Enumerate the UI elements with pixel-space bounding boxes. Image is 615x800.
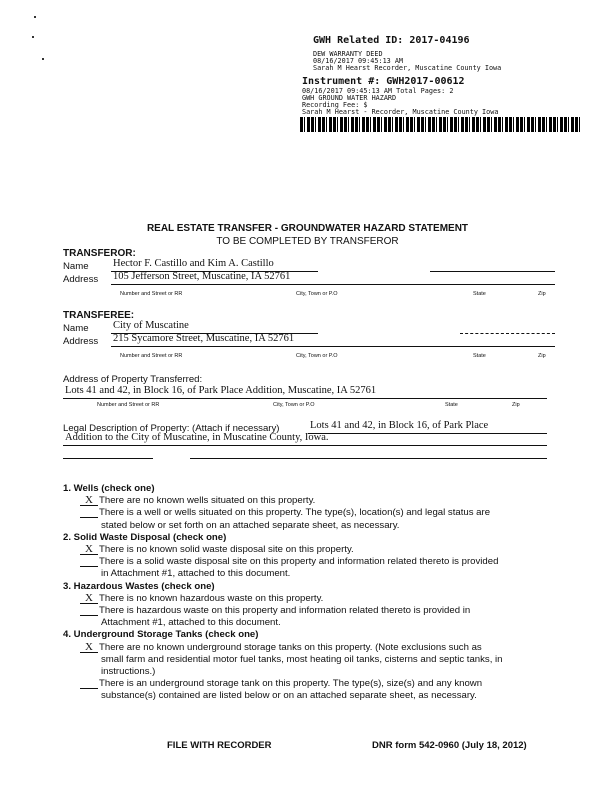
checkbox-blank[interactable]: X [80,642,98,653]
stamp-line: Sarah M Hearst Recorder, Muscatine County Iowa [313,64,502,72]
caption-zip: Zip [538,291,546,297]
related-id: GWH Related ID: 2017-04196 [313,35,470,46]
footer-form-number: DNR form 542-0960 (July 18, 2012) [372,740,527,751]
page-subtitle: TO BE COMPLETED BY TRANSFEROR [216,236,399,247]
option-text: There is no known solid waste disposal site on this property. [99,544,354,555]
caption-street: Number and Street or RR [97,402,160,408]
page-title: REAL ESTATE TRANSFER - GROUNDWATER HAZARD STATEMENT [146,223,469,234]
stamp-line: DEW WARRANTY DEED [313,50,383,58]
stamp-line: GWH GROUND WATER HAZARD [302,94,397,102]
caption-street: Number and Street or RR [120,291,183,297]
checkbox-blank[interactable] [80,605,98,616]
caption-state: State [473,353,486,359]
section-heading: 3. Hazardous Wastes (check one) [63,580,215,592]
caption-state: State [473,291,486,297]
checkbox-blank[interactable] [80,678,98,689]
stamp-line: 08/16/2017 09:45:13 AM Total Pages: 2 [302,87,454,95]
option-text: substance(s) contained are listed below or on an attached separate sheet, as necessary. [101,690,477,702]
footer-file-with-recorder: FILE WITH RECORDER [167,740,272,751]
name-label: Name [63,323,89,334]
caption-city: City, Town or P.O [296,353,338,359]
caption-zip: Zip [538,353,546,359]
caption-city: City, Town or P.O [273,402,315,408]
caption-city: City, Town or P.O [296,291,338,297]
caption-zip: Zip [512,402,520,408]
option-text: Attachment #1, attached to this document. [101,617,281,629]
barcode [300,117,582,132]
property-address: Lots 41 and 42, in Block 16, of Park Place Addition, Muscatine, IA 52761 [65,385,377,396]
section-heading: 1. Wells (check one) [63,483,155,494]
option-text: small farm and residential motor fuel tanks, most heating oil tanks, cisterns and septic tanks, in [101,653,503,665]
caption-state: State [445,402,458,408]
section-heading: 2. Solid Waste Disposal (check one) [63,531,227,543]
address-label: Address [63,336,99,347]
legal-description-1: Lots 41 and 42, in Block 16, of Park Place [310,420,489,431]
option-text: stated below or set forth on an attached separate sheet, as necessary. [101,519,400,531]
option-text: There are no known wells situated on this property. [99,495,316,507]
checkbox-blank[interactable]: X [80,495,98,506]
option-text: instructions.) [101,666,156,677]
option-text: There is hazardous waste on this property and information related thereto is provided in [99,605,471,616]
transferor-heading: TRANSFEROR: [63,248,136,259]
stamp-line: Recording Fee: $ [302,101,368,109]
checkbox-blank[interactable] [80,556,98,567]
instrument-number: Instrument #: GWH2017-00612 [302,76,465,87]
transferee-name: City of Muscatine [113,320,189,331]
option-text: There is a well or wells situated on this property. The type(s), location(s) and legal status are [99,507,491,519]
legal-description-2: Addition to the City of Muscatine, in Muscatine County, Iowa. [65,432,329,443]
option-text: There are no known underground storage tanks on this property. (Note exclusions such as [99,641,482,653]
legal-description-label: Legal Description of Property: (Attach if necessary) [63,423,280,434]
transferee-heading: TRANSFEREE: [63,310,135,321]
section-heading: 4. Underground Storage Tanks (check one) [63,629,259,641]
transferee-address: 215 Sycamore Street, Muscatine, IA 52761 [113,333,295,344]
option-text: There is an underground storage tank on this property. The type(s), size(s) and any known [99,678,483,690]
caption-street: Number and Street or RR [120,353,183,359]
option-text: There is no known hazardous waste on this property. [99,592,324,604]
name-label: Name [63,261,89,272]
stamp-line: Sarah M Hearst - Recorder, Muscatine County Iowa [302,108,499,116]
checkbox-blank[interactable]: X [80,593,98,604]
stamp-line: 08/16/2017 09:45:13 AM [313,57,404,65]
address-label: Address [63,274,99,285]
property-address-label: Address of Property Transferred: [63,374,203,385]
option-text: in Attachment #1, attached to this document. [101,568,291,580]
checkbox-blank[interactable]: X [80,544,98,555]
option-text: There is a solid waste disposal site on this property and information related thereto is provided [99,556,499,568]
transferor-name: Hector F. Castillo and Kim A. Castillo [113,258,274,269]
transferor-address: 105 Jefferson Street, Muscatine, IA 52761 [113,271,291,282]
checkbox-blank[interactable] [80,507,98,518]
